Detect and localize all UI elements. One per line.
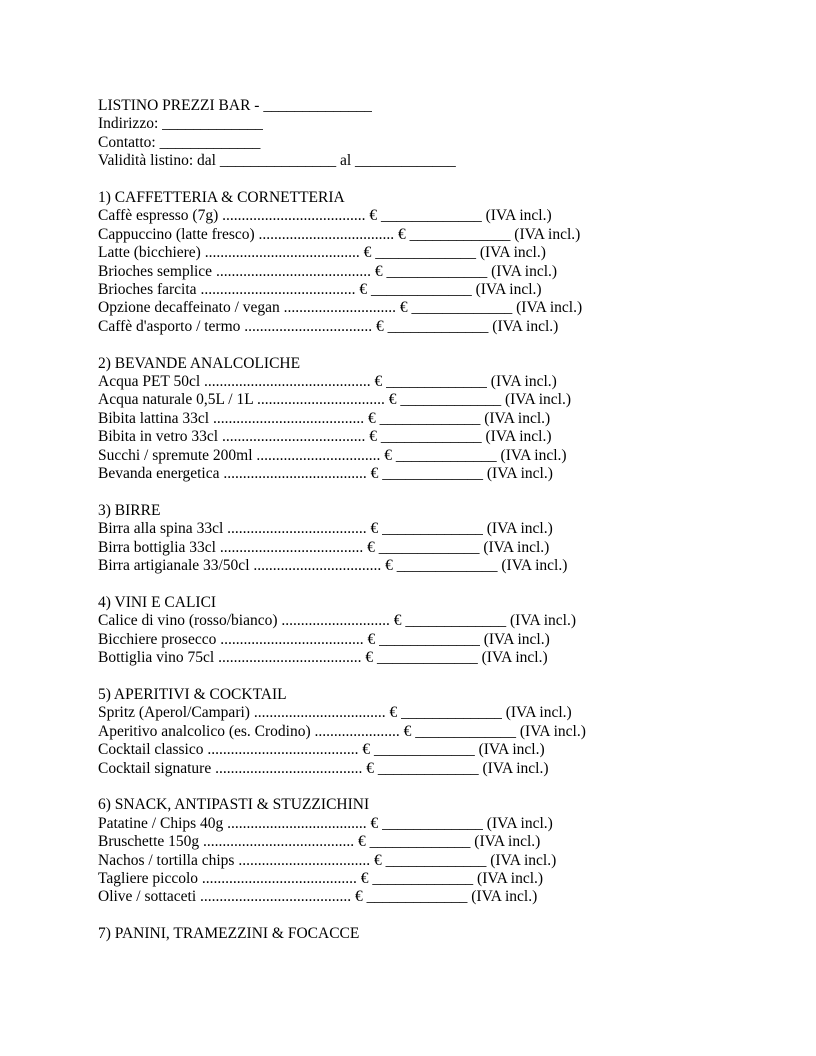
- item-label: Bibita in vetro 33cl: [98, 428, 219, 446]
- price-line: [98, 870, 776, 888]
- vat-note: (IVA incl.): [491, 262, 558, 280]
- doc-title-line: [98, 97, 776, 115]
- euro-sign: €: [374, 262, 383, 280]
- euro-sign: €: [399, 299, 408, 317]
- euro-sign: €: [388, 391, 397, 409]
- price-section: [98, 925, 776, 943]
- euro-sign: €: [403, 722, 412, 740]
- vat-note: (IVA incl.): [485, 428, 552, 446]
- vat-note: (IVA incl.): [483, 538, 550, 556]
- dot-leader: ..................................: [253, 704, 386, 722]
- price-section: [98, 189, 776, 336]
- dot-leader: .......................................: [203, 833, 355, 851]
- euro-sign: €: [366, 759, 374, 777]
- euro-sign: €: [385, 557, 393, 575]
- address-line: [98, 115, 776, 133]
- vat-note: (IVA incl.): [486, 814, 553, 832]
- vat-note: (IVA incl.): [501, 557, 568, 575]
- dot-leader: ......................: [314, 722, 400, 740]
- address-blank-field: _____________: [162, 115, 263, 133]
- euro-sign: €: [370, 465, 379, 483]
- price-blank-field: _____________: [405, 612, 507, 630]
- vat-note: (IVA incl.): [486, 465, 553, 483]
- euro-sign: €: [369, 428, 377, 446]
- item-label: Acqua PET 50cl: [98, 373, 201, 391]
- price-line: [98, 612, 776, 630]
- item-label: Tagliere piccolo: [98, 869, 199, 887]
- dot-leader: .......................................: [207, 741, 359, 759]
- vat-note: (IVA incl.): [492, 317, 559, 335]
- euro-sign: €: [365, 649, 374, 667]
- dot-leader: ....................................: [227, 520, 367, 538]
- vat-note: (IVA incl.): [505, 704, 572, 722]
- price-blank-field: _____________: [372, 869, 474, 887]
- vat-note: (IVA incl.): [474, 833, 541, 851]
- item-label: Spritz (Aperol/Campari): [98, 704, 250, 722]
- validity-connector: al: [339, 152, 352, 170]
- euro-sign: €: [370, 520, 379, 538]
- price-line: [98, 373, 776, 391]
- dot-leader: .....................................: [222, 207, 366, 225]
- price-line: [98, 318, 776, 336]
- price-line: [98, 244, 776, 262]
- euro-sign: €: [367, 409, 376, 427]
- price-section: [98, 796, 776, 906]
- vat-note: (IVA incl.): [471, 888, 538, 906]
- vat-note: (IVA incl.): [516, 299, 583, 317]
- price-blank-field: _____________: [369, 833, 471, 851]
- dot-leader: ........................................: [200, 281, 356, 299]
- euro-sign: €: [360, 869, 369, 887]
- price-blank-field: _____________: [386, 373, 487, 391]
- price-list-document: [98, 97, 776, 944]
- price-section: [98, 594, 776, 668]
- item-label: Brioches semplice: [98, 262, 213, 280]
- price-line: [98, 741, 776, 759]
- document-header: [98, 97, 776, 171]
- price-blank-field: _____________: [366, 888, 468, 906]
- price-line: [98, 760, 776, 778]
- dot-leader: ....................................: [227, 814, 367, 832]
- price-blank-field: _____________: [375, 244, 476, 262]
- vat-note: (IVA incl.): [514, 225, 581, 243]
- vat-note: (IVA incl.): [475, 281, 542, 299]
- validity-line: [98, 152, 776, 170]
- price-line: [98, 226, 776, 244]
- euro-sign: €: [363, 244, 372, 262]
- item-label: Cocktail signature: [98, 759, 212, 777]
- dot-leader: .............................: [283, 299, 397, 317]
- dot-leader: ......................................: [215, 759, 363, 777]
- vat-note: (IVA incl.): [486, 520, 553, 538]
- price-section: [98, 355, 776, 484]
- item-label: Brioches farcita: [98, 281, 197, 299]
- price-line: [98, 723, 776, 741]
- section-heading: 4) VINI E CALICI: [98, 593, 217, 611]
- item-label: Aperitivo analcolico (es. Crodino): [98, 722, 311, 740]
- item-label: Latte (bicchiere): [98, 244, 201, 262]
- vat-note: (IVA incl.): [490, 373, 557, 391]
- euro-sign: €: [389, 704, 398, 722]
- item-label: Birra bottiglia 33cl: [98, 538, 216, 556]
- dot-leader: .....................................: [218, 649, 362, 667]
- vat-note: (IVA incl.): [510, 612, 577, 630]
- price-blank-field: _____________: [386, 262, 488, 280]
- price-blank-field: _____________: [380, 428, 482, 446]
- price-line: [98, 649, 776, 667]
- vat-note: (IVA incl.): [485, 207, 552, 225]
- price-line: [98, 888, 776, 906]
- item-label: Cappuccino (latte fresco): [98, 225, 255, 243]
- price-section: [98, 502, 776, 576]
- price-line: [98, 465, 776, 483]
- item-label: Nachos / tortilla chips: [98, 851, 235, 869]
- price-line: [98, 557, 776, 575]
- section-heading: 6) SNACK, ANTIPASTI & STUZZICHINI: [98, 796, 370, 814]
- price-blank-field: _____________: [377, 649, 478, 667]
- euro-sign: €: [369, 207, 378, 225]
- price-blank-field: _____________: [378, 538, 480, 556]
- euro-sign: €: [370, 814, 379, 832]
- price-line: [98, 207, 776, 225]
- section-heading: 3) BIRRE: [98, 501, 161, 519]
- vat-note: (IVA incl.): [483, 630, 550, 648]
- vat-note: (IVA incl.): [500, 446, 567, 464]
- price-blank-field: _____________: [382, 814, 483, 832]
- contact-line: [98, 134, 776, 152]
- address-label: Indirizzo:: [98, 115, 159, 133]
- item-label: Acqua naturale 0,5L / 1L: [98, 391, 254, 409]
- item-label: Bruschette 150g: [98, 833, 200, 851]
- dot-leader: .......................................: [212, 409, 365, 427]
- euro-sign: €: [362, 741, 371, 759]
- price-blank-field: _____________: [415, 722, 517, 740]
- price-blank-field: _____________: [387, 317, 489, 335]
- dot-leader: .....................................: [223, 465, 367, 483]
- item-label: Caffè espresso (7g): [98, 207, 219, 225]
- doc-title-label: LISTINO PREZZI BAR -: [98, 97, 260, 114]
- dot-leader: ...................................: [258, 225, 395, 243]
- price-blank-field: _____________: [382, 520, 483, 538]
- item-label: Bicchiere prosecco: [98, 630, 217, 648]
- item-label: Caffè d'asporto / termo: [98, 317, 241, 335]
- dot-leader: .................................: [244, 317, 373, 335]
- dot-leader: .......................................: [200, 888, 352, 906]
- price-line: [98, 263, 776, 281]
- item-label: Birra artigianale 33/50cl: [98, 557, 250, 575]
- vat-note: (IVA incl.): [490, 851, 557, 869]
- price-line: [98, 410, 776, 428]
- section-heading: 1) CAFFETTERIA & CORNETTERIA: [98, 189, 345, 207]
- item-label: Bevanda energetica: [98, 465, 220, 483]
- euro-sign: €: [355, 888, 363, 906]
- price-blank-field: _____________: [385, 851, 487, 869]
- price-line: [98, 631, 776, 649]
- price-blank-field: _____________: [380, 207, 482, 225]
- euro-sign: €: [393, 612, 402, 630]
- price-blank-field: _____________: [409, 225, 511, 243]
- section-heading: 7) PANINI, TRAMEZZINI & FOCACCE: [98, 925, 360, 943]
- vat-note: (IVA incl.): [479, 244, 546, 262]
- dot-leader: ................................: [256, 446, 381, 464]
- dot-leader: .................................: [253, 557, 382, 575]
- price-blank-field: _____________: [395, 446, 497, 464]
- price-line: [98, 833, 776, 851]
- price-blank-field: _____________: [370, 281, 472, 299]
- section-heading: 5) APERITIVI & COCKTAIL: [98, 685, 287, 703]
- item-label: Succhi / spremute 200ml: [98, 446, 253, 464]
- price-blank-field: _____________: [411, 299, 513, 317]
- sections: [98, 189, 776, 944]
- price-blank-field: _____________: [396, 557, 498, 575]
- euro-sign: €: [374, 373, 383, 391]
- dot-leader: ...........................................: [204, 373, 371, 391]
- item-label: Opzione decaffeinato / vegan: [98, 299, 280, 317]
- price-blank-field: _____________: [401, 704, 502, 722]
- dot-leader: ........................................: [204, 244, 360, 262]
- price-blank-field: _____________: [379, 630, 480, 648]
- item-label: Calice di vino (rosso/bianco): [98, 612, 278, 630]
- item-label: Bibita lattina 33cl: [98, 409, 210, 427]
- price-blank-field: _____________: [373, 741, 475, 759]
- item-label: Birra alla spina 33cl: [98, 520, 224, 538]
- contact-label: Contatto:: [98, 133, 156, 151]
- euro-sign: €: [367, 630, 376, 648]
- section-heading: 2) BEVANDE ANALCOLICHE: [98, 354, 301, 372]
- item-label: Bottiglia vino 75cl: [98, 649, 215, 667]
- contact-blank-field: _____________: [159, 133, 261, 151]
- euro-sign: €: [373, 851, 382, 869]
- price-line: [98, 391, 776, 409]
- dot-leader: .....................................: [221, 428, 366, 446]
- price-line: [98, 428, 776, 446]
- item-label: Cocktail classico: [98, 741, 204, 759]
- dot-leader: .....................................: [219, 538, 364, 556]
- euro-sign: €: [359, 281, 368, 299]
- euro-sign: €: [398, 225, 406, 243]
- price-line: [98, 299, 776, 317]
- validity-label: Validità listino: dal: [98, 152, 216, 170]
- vat-note: (IVA incl.): [478, 741, 545, 759]
- price-blank-field: _____________: [379, 409, 481, 427]
- dot-leader: ............................: [281, 612, 390, 630]
- price-line: [98, 520, 776, 538]
- vat-note: (IVA incl.): [484, 409, 551, 427]
- validity-from-blank-field: _______________: [219, 152, 337, 170]
- validity-to-blank-field: _____________: [355, 152, 456, 170]
- euro-sign: €: [376, 317, 384, 335]
- dot-leader: .................................: [256, 391, 385, 409]
- price-blank-field: _____________: [377, 759, 479, 777]
- price-blank-field: _____________: [400, 391, 502, 409]
- price-blank-field: _____________: [382, 465, 483, 483]
- price-line: [98, 539, 776, 557]
- vat-note: (IVA incl.): [504, 391, 571, 409]
- euro-sign: €: [384, 446, 393, 464]
- dot-leader: ........................................: [215, 262, 371, 280]
- price-line: [98, 281, 776, 299]
- dot-leader: ........................................: [201, 869, 357, 887]
- vat-note: (IVA incl.): [482, 759, 549, 777]
- euro-sign: €: [358, 833, 366, 851]
- vat-note: (IVA incl.): [477, 869, 544, 887]
- item-label: Patatine / Chips 40g: [98, 814, 224, 832]
- dot-leader: ..................................: [238, 851, 371, 869]
- price-line: [98, 447, 776, 465]
- vat-note: (IVA incl.): [519, 722, 586, 740]
- vat-note: (IVA incl.): [481, 649, 548, 667]
- price-section: [98, 686, 776, 778]
- price-line: [98, 704, 776, 722]
- doc-title-blank-field: ______________: [263, 97, 372, 114]
- dot-leader: .....................................: [220, 630, 364, 648]
- item-label: Olive / sottaceti: [98, 888, 197, 906]
- price-line: [98, 852, 776, 870]
- euro-sign: €: [367, 538, 375, 556]
- price-line: [98, 815, 776, 833]
